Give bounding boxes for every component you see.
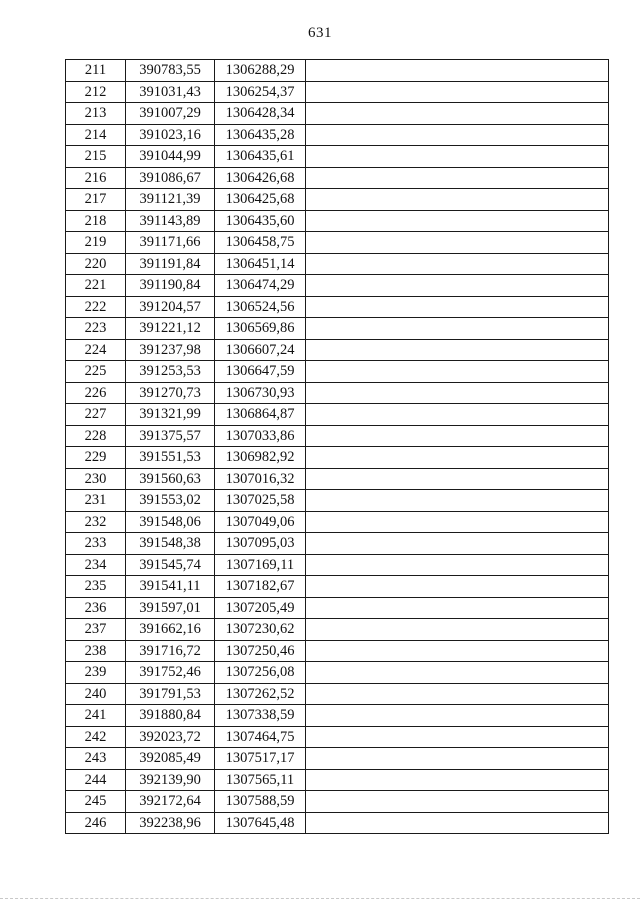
table-row [66, 705, 609, 727]
table-row [66, 210, 609, 232]
point-number-cell: 218 [66, 210, 126, 232]
point-number-cell: 227 [66, 404, 126, 426]
x-coordinate-cell: 391270,73 [126, 382, 215, 404]
x-coordinate-cell: 391143,89 [126, 210, 215, 232]
y-coordinate-cell: 1306864,87 [215, 404, 306, 426]
point-number-cell: 222 [66, 296, 126, 318]
note-cell [306, 597, 609, 619]
y-coordinate-cell: 1307182,67 [215, 576, 306, 598]
point-number-cell: 241 [66, 705, 126, 727]
table-row [66, 232, 609, 254]
note-cell [306, 339, 609, 361]
y-coordinate-cell: 1306425,68 [215, 189, 306, 211]
y-coordinate-cell: 1306524,56 [215, 296, 306, 318]
note-cell [306, 361, 609, 383]
note-cell [306, 232, 609, 254]
x-coordinate-cell: 391551,53 [126, 447, 215, 469]
point-number-cell: 214 [66, 124, 126, 146]
x-coordinate-cell: 391253,53 [126, 361, 215, 383]
y-coordinate-cell: 1307588,59 [215, 791, 306, 813]
y-coordinate-cell: 1307025,58 [215, 490, 306, 512]
table-row [66, 447, 609, 469]
table-row [66, 812, 609, 834]
table-row [66, 425, 609, 447]
y-coordinate-cell: 1306569,86 [215, 318, 306, 340]
point-number-cell: 217 [66, 189, 126, 211]
y-coordinate-cell: 1306982,92 [215, 447, 306, 469]
table-row [66, 124, 609, 146]
table-row [66, 533, 609, 555]
point-number-cell: 242 [66, 726, 126, 748]
x-coordinate-cell: 392172,64 [126, 791, 215, 813]
y-coordinate-cell: 1306435,60 [215, 210, 306, 232]
y-coordinate-cell: 1307464,75 [215, 726, 306, 748]
y-coordinate-cell: 1306451,14 [215, 253, 306, 275]
point-number-cell: 233 [66, 533, 126, 555]
point-number-cell: 225 [66, 361, 126, 383]
note-cell [306, 382, 609, 404]
table-row [66, 619, 609, 641]
x-coordinate-cell: 392085,49 [126, 748, 215, 770]
table-row [66, 468, 609, 490]
x-coordinate-cell: 391548,06 [126, 511, 215, 533]
x-coordinate-cell: 391880,84 [126, 705, 215, 727]
point-number-cell: 246 [66, 812, 126, 834]
point-number-cell: 228 [66, 425, 126, 447]
x-coordinate-cell: 392023,72 [126, 726, 215, 748]
x-coordinate-cell: 391007,29 [126, 103, 215, 125]
y-coordinate-cell: 1307338,59 [215, 705, 306, 727]
point-number-cell: 236 [66, 597, 126, 619]
x-coordinate-cell: 391716,72 [126, 640, 215, 662]
note-cell [306, 662, 609, 684]
y-coordinate-cell: 1307169,11 [215, 554, 306, 576]
note-cell [306, 447, 609, 469]
table-row [66, 662, 609, 684]
x-coordinate-cell: 391553,02 [126, 490, 215, 512]
point-number-cell: 212 [66, 81, 126, 103]
x-coordinate-cell: 391221,12 [126, 318, 215, 340]
table-row [66, 490, 609, 512]
point-number-cell: 237 [66, 619, 126, 641]
point-number-cell: 213 [66, 103, 126, 125]
table-row [66, 296, 609, 318]
table-row [66, 726, 609, 748]
table-row [66, 339, 609, 361]
table-row [66, 361, 609, 383]
table-row [66, 683, 609, 705]
y-coordinate-cell: 1306288,29 [215, 60, 306, 82]
note-cell [306, 576, 609, 598]
point-number-cell: 220 [66, 253, 126, 275]
note-cell [306, 554, 609, 576]
x-coordinate-cell: 392139,90 [126, 769, 215, 791]
note-cell [306, 60, 609, 82]
y-coordinate-cell: 1306435,28 [215, 124, 306, 146]
x-coordinate-cell: 391171,66 [126, 232, 215, 254]
table-row [66, 382, 609, 404]
x-coordinate-cell: 391541,11 [126, 576, 215, 598]
point-number-cell: 221 [66, 275, 126, 297]
table-row [66, 640, 609, 662]
table-row [66, 81, 609, 103]
point-number-cell: 234 [66, 554, 126, 576]
coordinates-table [65, 59, 609, 834]
y-coordinate-cell: 1307250,46 [215, 640, 306, 662]
table-row [66, 404, 609, 426]
note-cell [306, 296, 609, 318]
x-coordinate-cell: 391023,16 [126, 124, 215, 146]
x-coordinate-cell: 391204,57 [126, 296, 215, 318]
x-coordinate-cell: 391321,99 [126, 404, 215, 426]
table-row [66, 554, 609, 576]
note-cell [306, 167, 609, 189]
y-coordinate-cell: 1307230,62 [215, 619, 306, 641]
point-number-cell: 229 [66, 447, 126, 469]
point-number-cell: 215 [66, 146, 126, 168]
table-row [66, 511, 609, 533]
y-coordinate-cell: 1306730,93 [215, 382, 306, 404]
table-row [66, 60, 609, 82]
table-row [66, 167, 609, 189]
point-number-cell: 230 [66, 468, 126, 490]
y-coordinate-cell: 1307205,49 [215, 597, 306, 619]
x-coordinate-cell: 391597,01 [126, 597, 215, 619]
point-number-cell: 231 [66, 490, 126, 512]
point-number-cell: 243 [66, 748, 126, 770]
table-row [66, 597, 609, 619]
note-cell [306, 210, 609, 232]
x-coordinate-cell: 391560,63 [126, 468, 215, 490]
x-coordinate-cell: 390783,55 [126, 60, 215, 82]
x-coordinate-cell: 391121,39 [126, 189, 215, 211]
table-row [66, 189, 609, 211]
point-number-cell: 226 [66, 382, 126, 404]
y-coordinate-cell: 1306254,37 [215, 81, 306, 103]
note-cell [306, 124, 609, 146]
x-coordinate-cell: 391791,53 [126, 683, 215, 705]
y-coordinate-cell: 1306435,61 [215, 146, 306, 168]
x-coordinate-cell: 391662,16 [126, 619, 215, 641]
y-coordinate-cell: 1307033,86 [215, 425, 306, 447]
y-coordinate-cell: 1307256,08 [215, 662, 306, 684]
coordinates-table-body [66, 60, 609, 834]
table-row [66, 253, 609, 275]
x-coordinate-cell: 391237,98 [126, 339, 215, 361]
x-coordinate-cell: 391190,84 [126, 275, 215, 297]
note-cell [306, 705, 609, 727]
y-coordinate-cell: 1307049,06 [215, 511, 306, 533]
x-coordinate-cell: 391086,67 [126, 167, 215, 189]
x-coordinate-cell: 391545,74 [126, 554, 215, 576]
x-coordinate-cell: 391044,99 [126, 146, 215, 168]
note-cell [306, 748, 609, 770]
point-number-cell: 219 [66, 232, 126, 254]
point-number-cell: 223 [66, 318, 126, 340]
note-cell [306, 468, 609, 490]
note-cell [306, 511, 609, 533]
x-coordinate-cell: 391548,38 [126, 533, 215, 555]
table-row [66, 576, 609, 598]
y-coordinate-cell: 1307262,52 [215, 683, 306, 705]
y-coordinate-cell: 1306647,59 [215, 361, 306, 383]
note-cell [306, 275, 609, 297]
y-coordinate-cell: 1307016,32 [215, 468, 306, 490]
note-cell [306, 640, 609, 662]
note-cell [306, 103, 609, 125]
y-coordinate-cell: 1307095,03 [215, 533, 306, 555]
note-cell [306, 791, 609, 813]
x-coordinate-cell: 391375,57 [126, 425, 215, 447]
y-coordinate-cell: 1307517,17 [215, 748, 306, 770]
table-row [66, 146, 609, 168]
x-coordinate-cell: 391752,46 [126, 662, 215, 684]
x-coordinate-cell: 392238,96 [126, 812, 215, 834]
note-cell [306, 726, 609, 748]
y-coordinate-cell: 1306426,68 [215, 167, 306, 189]
y-coordinate-cell: 1307565,11 [215, 769, 306, 791]
point-number-cell: 239 [66, 662, 126, 684]
y-coordinate-cell: 1306428,34 [215, 103, 306, 125]
point-number-cell: 244 [66, 769, 126, 791]
x-coordinate-cell: 391031,43 [126, 81, 215, 103]
table-row [66, 318, 609, 340]
point-number-cell: 245 [66, 791, 126, 813]
y-coordinate-cell: 1306458,75 [215, 232, 306, 254]
note-cell [306, 253, 609, 275]
x-coordinate-cell: 391191,84 [126, 253, 215, 275]
note-cell [306, 490, 609, 512]
point-number-cell: 238 [66, 640, 126, 662]
note-cell [306, 683, 609, 705]
note-cell [306, 146, 609, 168]
table-row [66, 275, 609, 297]
point-number-cell: 235 [66, 576, 126, 598]
point-number-cell: 216 [66, 167, 126, 189]
table-row [66, 791, 609, 813]
note-cell [306, 812, 609, 834]
note-cell [306, 189, 609, 211]
y-coordinate-cell: 1307645,48 [215, 812, 306, 834]
note-cell [306, 404, 609, 426]
y-coordinate-cell: 1306607,24 [215, 339, 306, 361]
note-cell [306, 619, 609, 641]
note-cell [306, 533, 609, 555]
page-number: 631 [308, 25, 332, 41]
point-number-cell: 232 [66, 511, 126, 533]
note-cell [306, 425, 609, 447]
point-number-cell: 211 [66, 60, 126, 82]
point-number-cell: 224 [66, 339, 126, 361]
table-row [66, 748, 609, 770]
scan-edge-line [0, 898, 640, 899]
note-cell [306, 769, 609, 791]
point-number-cell: 240 [66, 683, 126, 705]
table-row [66, 103, 609, 125]
note-cell [306, 81, 609, 103]
y-coordinate-cell: 1306474,29 [215, 275, 306, 297]
note-cell [306, 318, 609, 340]
table-row [66, 769, 609, 791]
